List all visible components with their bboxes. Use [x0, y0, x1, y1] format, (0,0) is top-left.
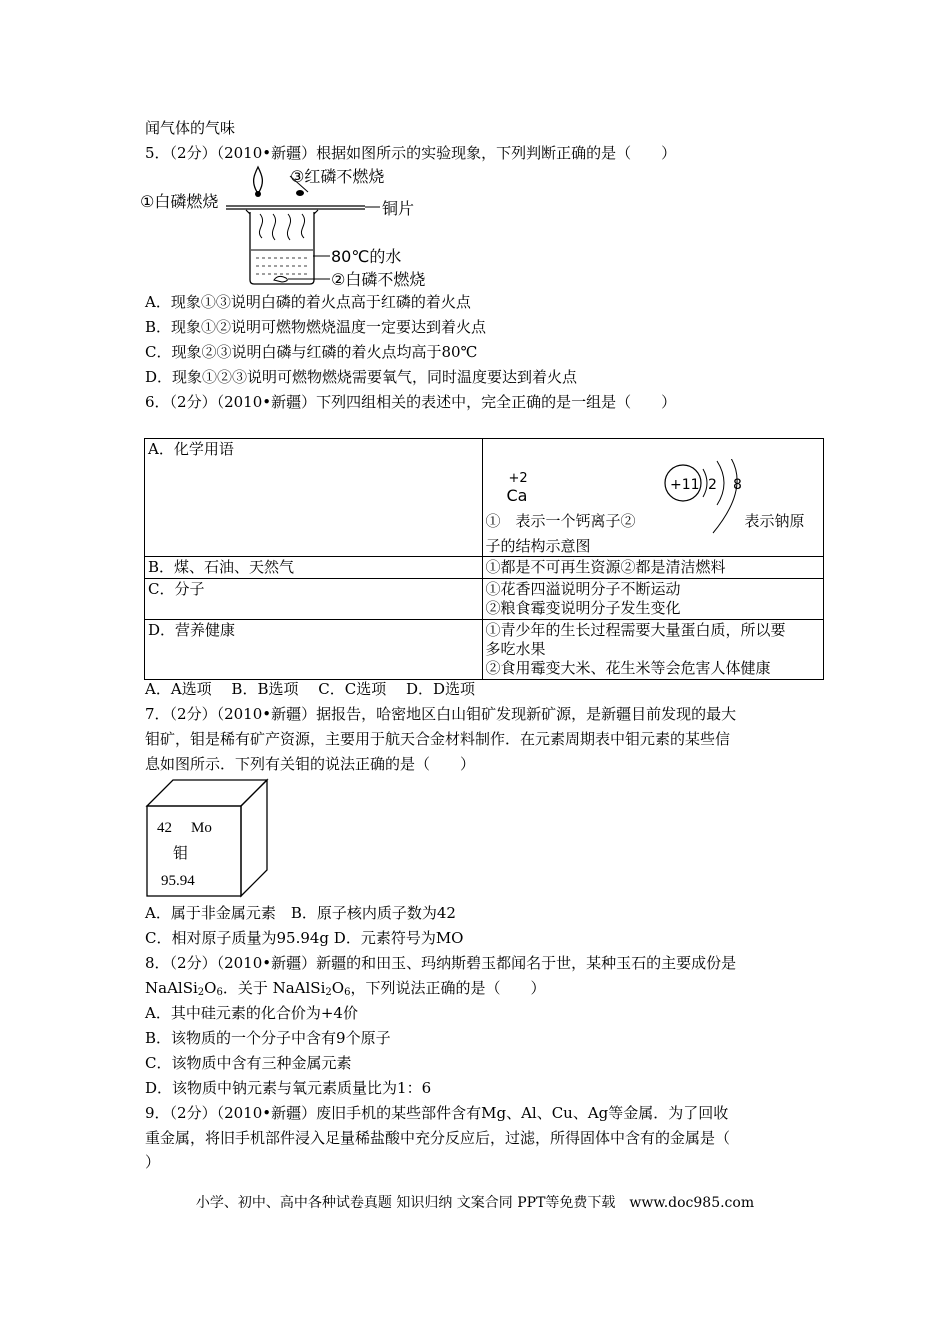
- svg-text:2: 2: [707, 477, 717, 493]
- q7-options-1: A．属于非金属元素 B．原子核内质子数为42: [145, 904, 456, 922]
- q8-line2: $NaAlSi_2O_6$．关于 $NaAlSi_2O_6$，下列说法正确的是（ ）: [145, 979, 546, 998]
- q5-option-b: B．现象①②说明可燃物燃烧温度一定要达到着火点: [145, 318, 487, 336]
- q7-options-2: C．相对原子质量为95.94g D．元素符号为MO: [145, 929, 464, 947]
- svg-text:钼: 钼: [173, 844, 189, 862]
- q7-line1: 7．（2分）（2010•新疆）据报告，哈密地区白山钼矿发现新矿源，是新疆目前发现的最大: [145, 705, 737, 723]
- q5-option-a: A．现象①③说明白磷的着火点高于红磷的着火点: [145, 293, 471, 311]
- q6-row-c: C．分子 ①花香四溢说明分子不断运动 ②粮食霉变说明分子发生变化: [145, 579, 824, 620]
- q6-table: [144, 438, 824, 680]
- svg-text:Mo: Mo: [191, 820, 212, 836]
- q6-row-a-right: +2 Ca +11 2 8 ① 表示一个钙离子② 表示钠原 子的结构示意图: [482, 439, 824, 557]
- svg-text:42: 42: [157, 820, 172, 836]
- q8-line1: 8．（2分）（2010•新疆）新疆的和田玉、玛纳斯碧玉都闻名于世，某种玉石的主要成份是: [145, 954, 737, 972]
- svg-text:②白磷不燃烧: ②白磷不燃烧: [331, 270, 426, 289]
- svg-text:③红磷不燃烧: ③红磷不燃烧: [290, 167, 385, 186]
- q6-row-a-left: A．化学用语: [145, 439, 483, 557]
- q9-line2: 重金属，将旧手机部件浸入足量稀盐酸中充分反应后，过滤，所得固体中含有的金属是（: [145, 1129, 731, 1147]
- combustion-experiment-figure: [140, 162, 470, 290]
- q5-option-d: D．现象①②③说明可燃物燃烧需要氧气，同时温度要达到着火点: [145, 368, 578, 386]
- q4-tail: 闻气体的气味: [145, 119, 236, 137]
- footer-watermark: 小学、初中、高中各种试卷真题 知识归纳 文案合同 PPT等免费下载 www.doc985.com: [195, 1195, 755, 1211]
- flame-icon: [254, 167, 263, 192]
- q6-row-b: B．煤、石油、天然气 ①都是不可再生资源②都是清洁燃料: [145, 557, 824, 579]
- q6-options: A．A选项 B．B选项 C．C选项 D．D选项: [145, 680, 476, 698]
- q8-option-a: A．其中硅元素的化合价为+4价: [145, 1004, 358, 1022]
- svg-text:95.94: 95.94: [161, 873, 195, 889]
- q9-line3: ）: [145, 1153, 161, 1171]
- molybdenum-element-cell: [145, 778, 270, 898]
- q6-stem: 6．（2分）（2010•新疆）下列四组相关的表述中，完全正确的是一组是（ ）: [145, 393, 677, 411]
- q6-row-d: D．营养健康 ①青少年的生长过程需要大量蛋白质，所以要 多吃水果 ②食用霉变大米、花生米等会危害人体健康: [145, 620, 824, 680]
- q9-line1: 9．（2分）（2010•新疆）废旧手机的某些部件含有Mg、Al、Cu、Ag等金属．为了回收: [145, 1104, 729, 1122]
- svg-text:+11: +11: [669, 477, 700, 493]
- q8-option-d: D．该物质中钠元素与氧元素质量比为1：6: [145, 1079, 432, 1097]
- svg-text:80℃的水: 80℃的水: [331, 247, 402, 266]
- q7-line3: 息如图所示．下列有关钼的说法正确的是（ ）: [145, 755, 476, 773]
- q5-option-c: C．现象②③说明白磷与红磷的着火点均高于80℃: [145, 343, 478, 361]
- svg-text:8: 8: [732, 477, 742, 493]
- sodium-atom-structure-diagram: [661, 459, 751, 537]
- q8-option-c: C．该物质中含有三种金属元素: [145, 1054, 352, 1072]
- q7-line2: 钼矿，钼是稀有矿产资源，主要用于航天合金材料制作．在元素周期表中钼元素的某些信: [145, 730, 731, 748]
- q8-option-b: B．该物质的一个分子中含有9个原子: [145, 1029, 391, 1047]
- svg-text:铜片: 铜片: [382, 199, 415, 218]
- q5-stem: 5．（2分）（2010•新疆）根据如图所示的实验现象，下列判断正确的是（ ）: [145, 144, 677, 162]
- q6-row-a: [145, 439, 824, 557]
- svg-text:①白磷燃烧: ①白磷燃烧: [140, 192, 219, 211]
